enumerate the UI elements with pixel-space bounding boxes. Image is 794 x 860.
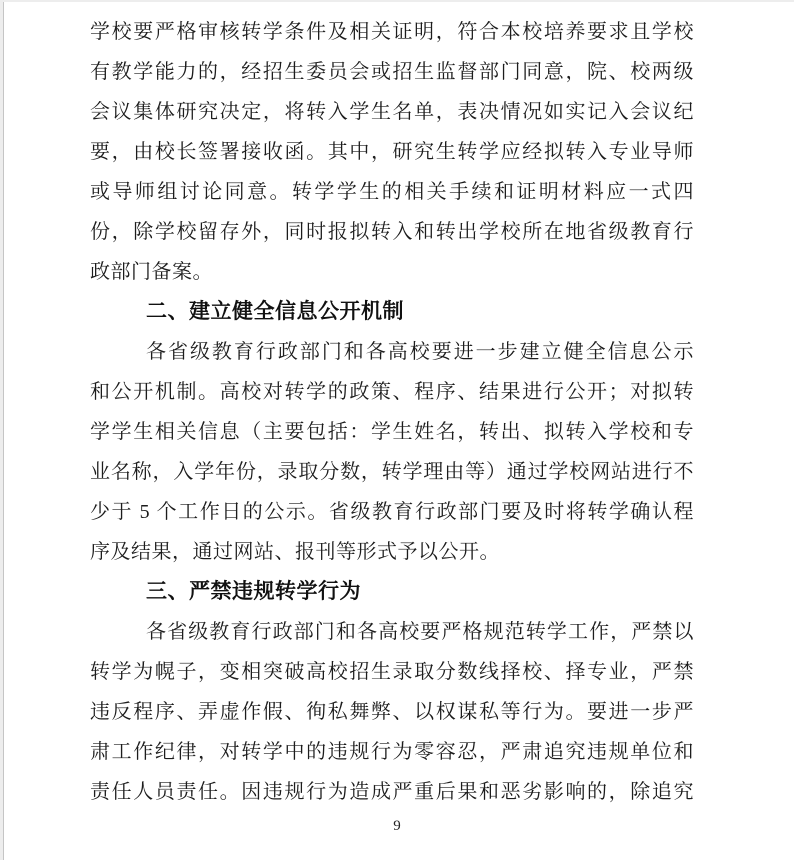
text-line: 违反程序、弄虚作假、徇私舞弊、以权谋私等行为。要进一步严 xyxy=(90,701,694,723)
text-line: 少于 5 个工作日的公示。省级教育行政部门要及时将转学确认程 xyxy=(90,501,694,523)
text-line: 业名称，入学年份，录取分数，转学理由等）通过学校网站进行不 xyxy=(90,461,694,483)
text-line: 各省级教育行政部门和各高校要进一步建立健全信息公示 xyxy=(146,341,694,363)
text-line: 会议集体研究决定，将转入学生名单，表决情况如实记入会议纪 xyxy=(90,101,694,123)
page-top-edge-strip xyxy=(0,0,794,2)
page-left-edge-line xyxy=(3,0,4,860)
text-line: 各省级教育行政部门和各高校要严格规范转学工作，严禁以 xyxy=(146,621,694,643)
text-line: 有教学能力的，经招生委员会或招生监督部门同意，院、校两级 xyxy=(90,61,694,83)
text-line: 政部门备案。 xyxy=(90,261,213,283)
text-line: 肃工作纪律，对转学中的违规行为零容忍，严肃追究违规单位和 xyxy=(90,741,694,763)
text-line: 学学生相关信息（主要包括：学生姓名，转出、拟转入学校和专 xyxy=(90,421,694,443)
text-line: 责任人员责任。因违规行为造成严重后果和恶劣影响的，除追究 xyxy=(90,781,694,803)
text-line: 序及结果，通过网站、报刊等形式予以公开。 xyxy=(90,541,500,563)
text-line: 和公开机制。高校对转学的政策、程序、结果进行公开；对拟转 xyxy=(90,381,694,403)
section-heading: 二、建立健全信息公开机制 xyxy=(146,300,404,323)
text-line: 转学为幌子，变相突破高校招生录取分数线择校、择专业，严禁 xyxy=(90,661,694,683)
text-line: 要，由校长签署接收函。其中，研究生转学应经拟转入专业导师 xyxy=(90,141,694,163)
text-line: 或导师组讨论同意。转学学生的相关手续和证明材料应一式四 xyxy=(90,181,694,203)
page-number: 9 xyxy=(393,818,401,834)
section-heading: 三、严禁违规转学行为 xyxy=(146,580,361,603)
text-line: 份，除学校留存外，同时报拟转入和转出学校所在地省级教育行 xyxy=(90,221,694,243)
document-text-block xyxy=(90,12,694,812)
text-line: 学校要严格审核转学条件及相关证明，符合本校培养要求且学校 xyxy=(90,21,694,43)
